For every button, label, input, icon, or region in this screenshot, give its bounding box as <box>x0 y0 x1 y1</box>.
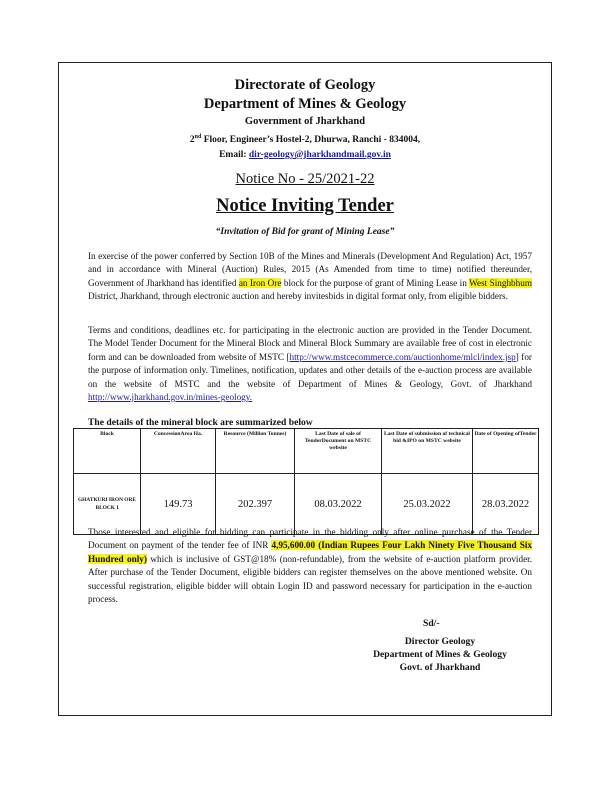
cell-resource: 202.397 <box>216 474 295 535</box>
para1-text-a: In exercise of the power conferred by Section 10B of the Mines and Minerals (Development And Regulation) Act, 1957 and in accordance with Mineral (Auction) Rules, 2015 (As Amended from time to time) notified thereunder, Government of Jharkhand has identified <box>88 251 532 288</box>
notice-subtitle: “Invitation of Bid for grant of Mining Lease” <box>215 227 395 237</box>
signatory-government: Govt. of Jharkhand <box>399 662 481 673</box>
para1-text-c: District, Jharkhand, through electronic auction and hereby invitesbids in digital format only, from eligible bidders. <box>88 291 508 302</box>
para2-text-b: ] for the purpose of information only. Timelines, notification, updates and other details of the e-auction process are available on the website of MSTC and the website of Department of Mines & Geology, Govt. of Jharkhand <box>88 351 532 389</box>
para2-text-a: Terms and conditions, deadlines etc. for participating in the electronic auction are provided in the Tender Document. The Model Tender Document for the Mineral Block and Mineral Block Summary are available free of cost in electronic form and can be downloaded from website of MSTC [ <box>88 325 532 362</box>
paragraph-intro <box>88 250 532 304</box>
highlight-iron-ore: an Iron Ore <box>238 277 282 288</box>
cell-sale-date: 08.03.2022 <box>295 474 382 535</box>
mines-geology-link[interactable]: http://www.jharkhand.gov.in/mines-geology. <box>88 392 253 403</box>
cell-submission-date: 25.03.2022 <box>382 474 473 535</box>
cell-area: 149.73 <box>141 474 216 535</box>
highlight-fee: 4,95,600.00 (Indian Rupees Four Lakh Ninety Five Thousand Six Hundred only) <box>88 540 532 564</box>
header-block: Block <box>74 429 141 474</box>
header-area: ConcessionArea Ha. <box>141 429 216 474</box>
mstc-link[interactable]: http://www.mstcecommerce.com/auctionhome/mlcl/index.jsp <box>289 351 516 362</box>
email-line <box>58 150 552 160</box>
header-sale-date: Last Date of sale of TenderDocument on MSTC website <box>295 429 382 474</box>
header-submission-date: Last Date of submission of technical bid &IPO on MSTC website <box>382 429 473 474</box>
floor-number: 2 <box>189 135 195 146</box>
directorate-heading: Directorate of Geology <box>234 77 376 93</box>
cell-opening-date: 28.03.2022 <box>473 474 539 535</box>
paragraph-fee <box>88 526 532 606</box>
header-resource: Resource (Million Tonnes) <box>216 429 295 474</box>
notice-number: Notice No - 25/2021-22 <box>235 171 375 187</box>
email-label: Email: <box>219 150 249 160</box>
highlight-district: West Singhbhum <box>469 277 532 288</box>
email-link[interactable]: dir-geology@jharkhandmail.gov.in <box>248 150 391 160</box>
table-caption: The details of the mineral block are summarized below <box>88 417 313 428</box>
government-heading: Government of Jharkhand <box>244 116 366 127</box>
para3-text-a: Those interested and eligible for bidding can participate in the bidding only after online purchase of the Tender Document on payment of the tender fee of INR <box>88 527 532 551</box>
mineral-block-table <box>73 428 539 535</box>
notice-title: Notice Inviting Tender <box>216 196 394 216</box>
floor-suffix: nd <box>194 134 202 140</box>
paragraph-terms <box>88 324 532 404</box>
cell-block: GHATKURI IRON ORE BLOCK I <box>74 474 141 535</box>
address-text: Floor, Engineer’s Hostel-2, Dhurwa, Ranchi - 834004, <box>201 135 421 146</box>
address-line <box>58 134 552 145</box>
para3-text-b: which is inclusive of GST@18% (non-refundable), from the website of e-auction platform provider. After purchase of the Tender Document, eligible bidders can register themselves on the above mentioned website. On successful registration, eligible bidder will obtain Login ID and password necessary for participation in the e-auction process. <box>88 553 533 605</box>
table-header-row <box>74 429 539 474</box>
signatory-department: Department of Mines & Geology <box>373 649 507 660</box>
header-opening-date: Date of Opening ofTender <box>473 429 539 474</box>
signature-sd: Sd/- <box>423 618 440 629</box>
signatory-title: Director Geology <box>404 636 476 647</box>
department-heading: Department of Mines & Geology <box>203 96 407 112</box>
para1-text-b: block for the purpose of grant of Mining Lease in <box>281 277 470 288</box>
